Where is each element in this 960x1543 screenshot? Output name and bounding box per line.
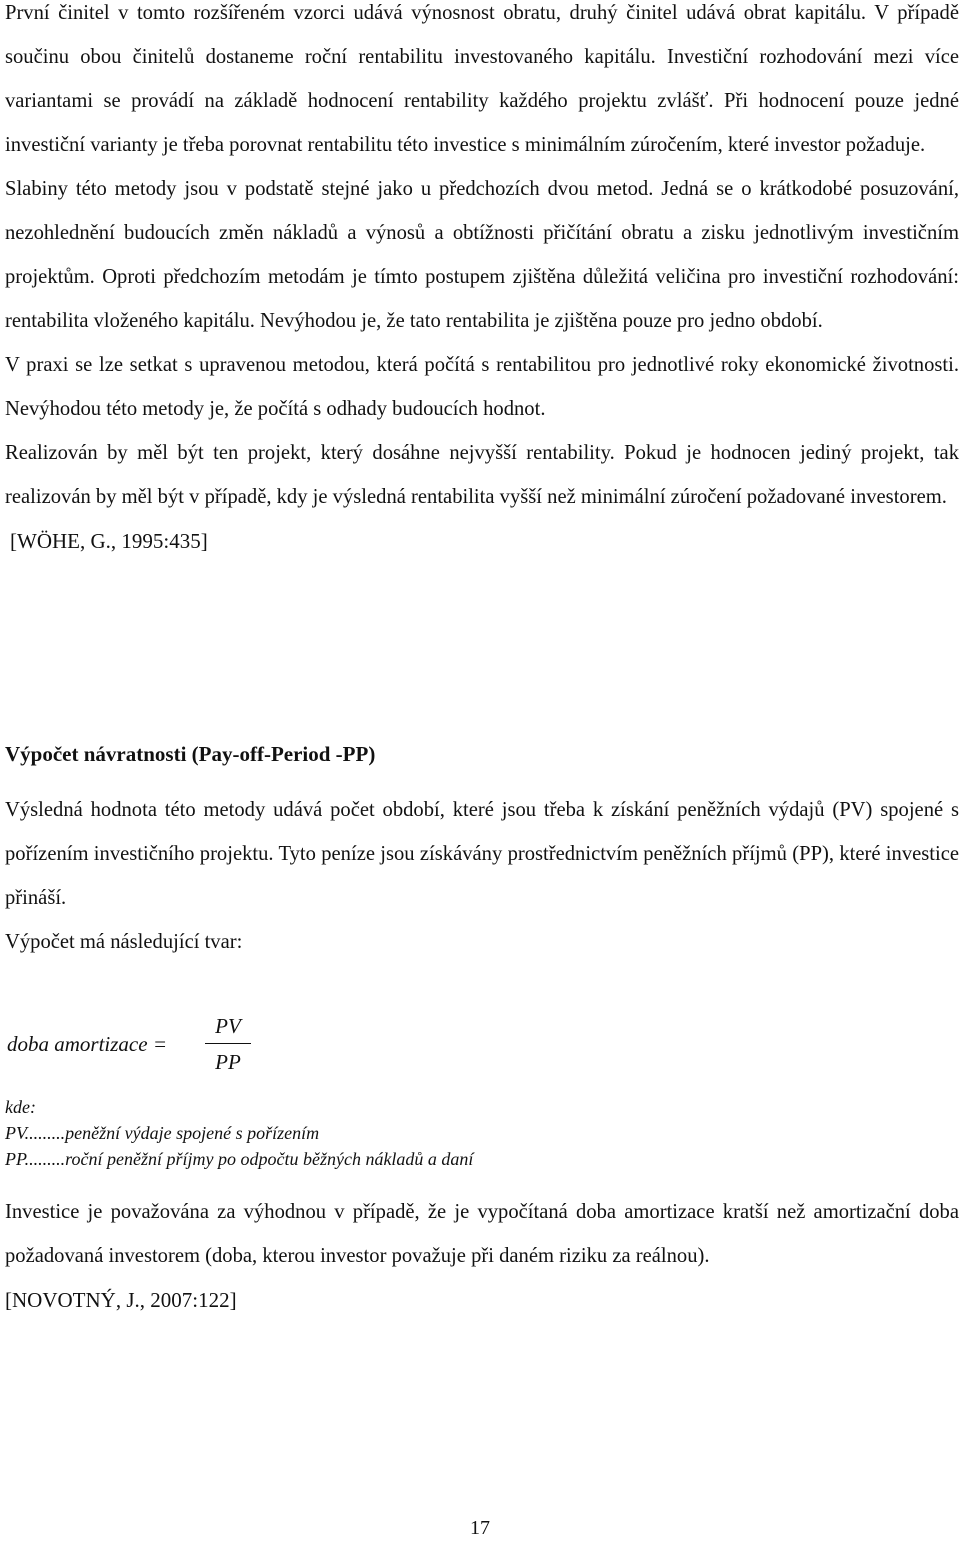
section-heading-payoff: Výpočet návratnosti (Pay-off-Period -PP): [5, 742, 376, 766]
formula-fraction: [205, 1010, 251, 1078]
paragraph-weaknesses: Slabiny této metody jsou v podstatě stejné jako u předchozích dvou metod. Jedná se o krátkodobé posuzování, nezohlednění budoucích změn nákladů a výnosů a obtížnosti přičítání obratu a zisku jednotlivým investičním projektům. Oproti předchozím metodám je tímto postupem zjištěna důležitá veličina pro investiční rozhodování: rentabilita vloženého kapitálu. Nevýhodou je, že tato rentabilita je zjištěna pouze pro jedno období.: [5, 178, 959, 332]
paragraph-payoff-description: Výsledná hodnota této metody udává počet období, které jsou třeba k získání peněžních výdajů (PV) spojené s pořízením investičního projektu. Tyto peníze jsou získávány prostřednictvím peněžních příjmů (PP), které investice přináší.: [5, 799, 959, 909]
paragraph-practice: V praxi se lze setkat s upravenou metodou, která počítá s rentabilitou pro jednotlivé roky ekonomické životnosti. Nevýhodou této metody je, že počítá s odhady budoucích hodnot.: [5, 354, 959, 420]
payoff-formula: [5, 1010, 405, 1082]
payoff-text-block: [5, 788, 959, 964]
paragraph-advantageous: Investice je považována za výhodnou v případě, že je vypočítaná doba amortizace kratší než amortizační doba požadovaná investorem (doba, kterou investor považuje při daném riziku za reálnou).: [5, 1201, 959, 1267]
paragraph-rentability-formula: První činitel v tomto rozšířeném vzorci udává výnosnost obratu, druhý činitel udává obrat kapitálu. V případě součinu obou činitelů dostaneme roční rentabilitu investovaného kapitálu. Investiční rozhodování mezi více variantami se provádí na základě hodnocení rentability každého projektu zvlášť. Při hodnocení pouze jedné investiční varianty je třeba porovnat rentabilitu této investice s minimálním zúročením, které investor požaduje.: [5, 2, 959, 156]
document-page: [5, 0, 959, 1312]
paragraph-formula-intro: Výpočet má následující tvar:: [5, 931, 243, 953]
evaluation-text-block: [5, 1190, 959, 1322]
formula-definitions: [5, 1094, 473, 1172]
fraction-bar: [205, 1043, 251, 1044]
formula-denominator: PP: [215, 1050, 241, 1074]
formula-numerator: PV: [215, 1014, 241, 1038]
paragraph-realization: Realizován by měl být ten projekt, který dosáhne nejvyšší rentability. Pokud je hodnocen jediný projekt, tak realizován by měl být v případě, kdy je výsledná rentabilita vyšší než minimální zúročení požadované investorem.: [5, 442, 959, 508]
definition-pp: PP.........roční peněžní příjmy po odpočtu běžných nákladů a daní: [5, 1149, 474, 1169]
definition-pv: PV.........peněžní výdaje spojené s pořízením: [5, 1123, 320, 1143]
citation-wohe: [WÖHE, G., 1995:435]: [10, 529, 208, 553]
page-number: 17: [470, 1517, 490, 1539]
formula-lhs: doba amortizace =: [7, 1032, 167, 1056]
definitions-intro: kde:: [5, 1097, 36, 1117]
citation-novotny: [NOVOTNÝ, J., 2007:122]: [5, 1288, 237, 1312]
